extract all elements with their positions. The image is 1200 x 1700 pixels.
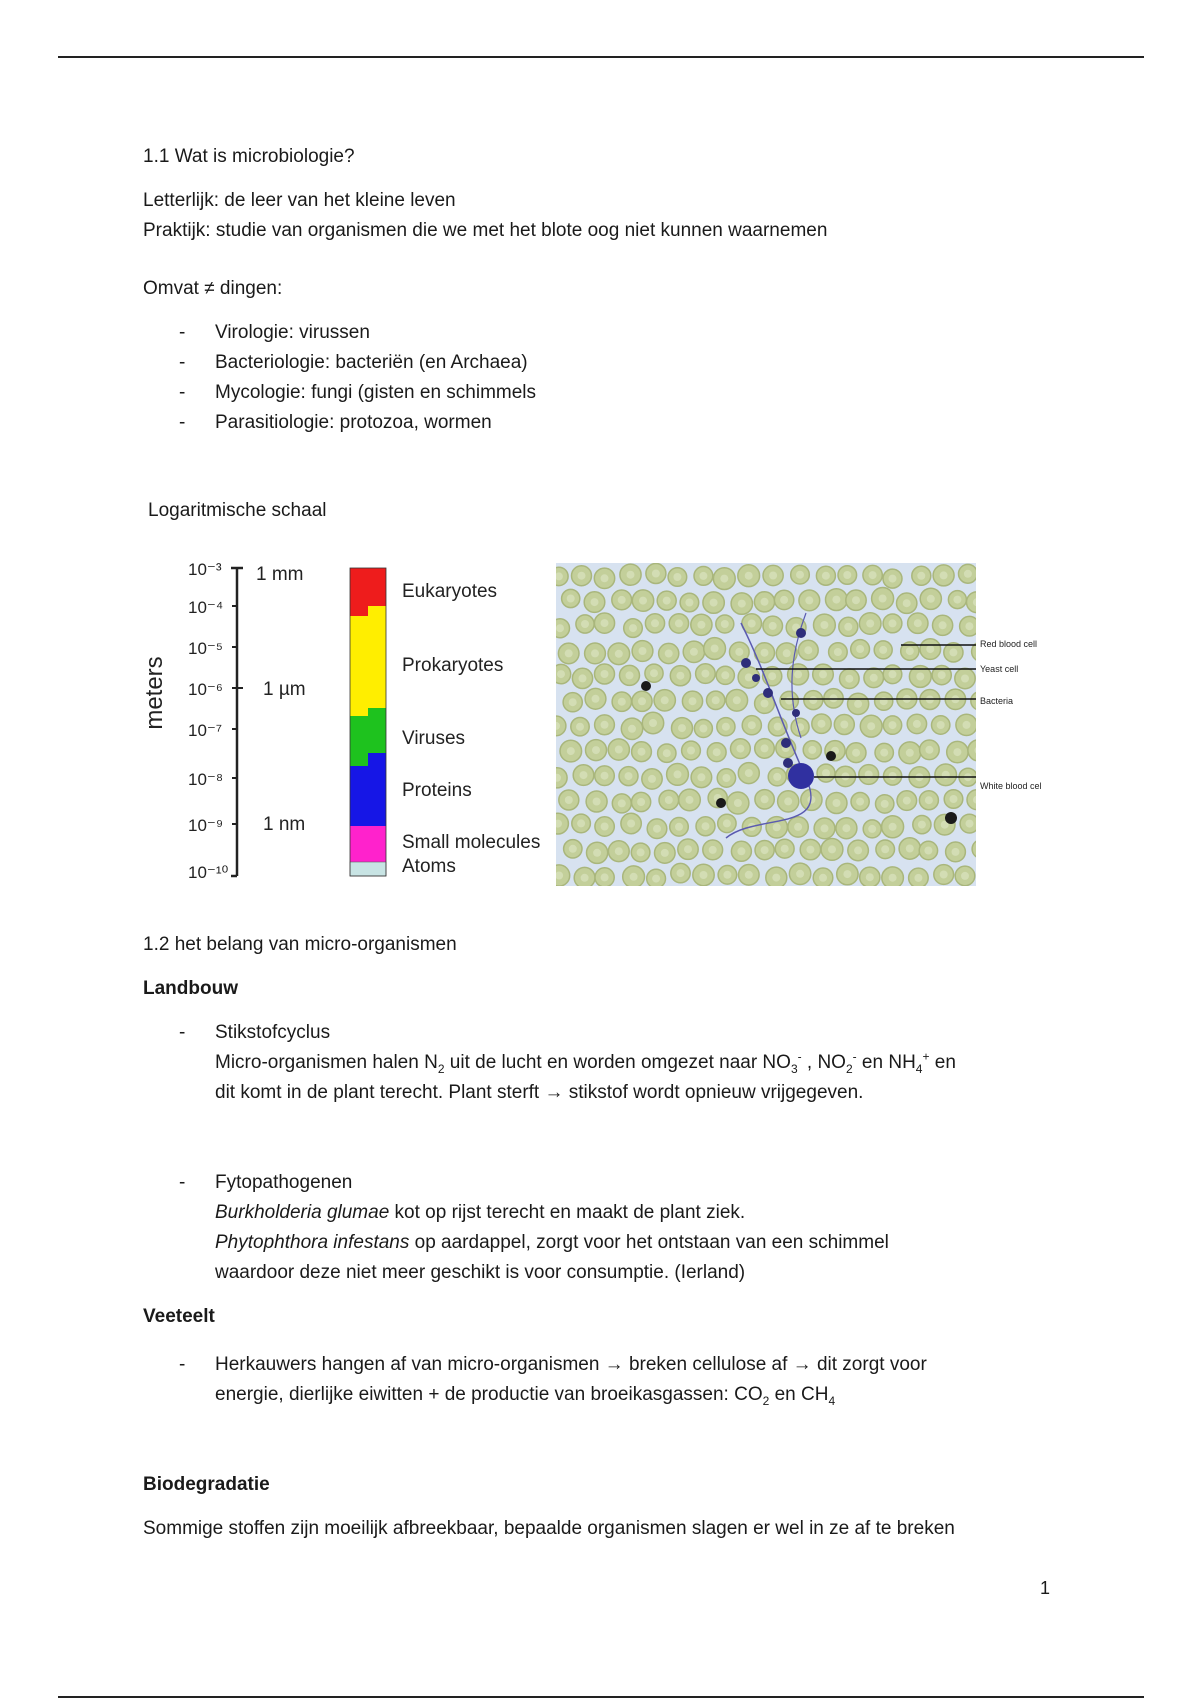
- red-blood-cell-center: [628, 725, 636, 733]
- red-blood-cell-center: [796, 571, 804, 579]
- red-blood-cell-center: [626, 671, 634, 679]
- red-blood-cell-center: [627, 571, 635, 579]
- red-blood-cell-center: [843, 870, 851, 878]
- red-blood-cell-center: [773, 823, 781, 831]
- red-blood-cell-center: [721, 671, 729, 679]
- red-blood-cell-center: [761, 846, 769, 854]
- scope-list: [143, 318, 1063, 438]
- red-blood-cell-center: [952, 848, 960, 856]
- fytopathogenen-title: Fytopathogenen: [215, 1172, 353, 1193]
- red-blood-cell-center: [581, 874, 589, 882]
- red-blood-cell-center: [661, 696, 669, 704]
- red-blood-cell-center: [652, 875, 660, 883]
- red-blood-cell-center: [879, 595, 887, 603]
- red-blood-cell-center: [939, 621, 947, 629]
- red-blood-cell-center: [761, 700, 769, 708]
- red-blood-cell-center: [819, 874, 827, 882]
- red-blood-cell-center: [663, 597, 671, 605]
- red-blood-cell-center: [961, 675, 969, 683]
- red-blood-cell-center: [843, 571, 851, 579]
- label-white-blood-cell: White blood cel: [980, 781, 1042, 791]
- red-blood-cell-center: [651, 619, 659, 627]
- red-blood-cell-center: [794, 670, 802, 678]
- red-blood-cell-center: [638, 748, 646, 756]
- tick-label: 10⁻⁴: [188, 598, 224, 617]
- tick-label: 10⁻⁷: [188, 721, 223, 740]
- red-blood-cell-center: [917, 572, 925, 580]
- list-item: - Mycologie: fungi (gisten en schimmels: [179, 382, 537, 403]
- category-label-viruses: Viruses: [402, 728, 466, 749]
- red-blood-cell-center: [697, 773, 705, 781]
- definition-literal: Letterlijk: de leer van het kleine leven: [143, 190, 456, 211]
- red-blood-cell-center: [713, 748, 721, 756]
- red-blood-cell-center: [961, 872, 969, 880]
- red-blood-cell-center: [699, 572, 707, 580]
- heading-landbouw: Landbouw: [143, 978, 238, 999]
- scope-intro: Omvat ≠ dingen:: [143, 278, 283, 299]
- red-blood-cell-center: [745, 673, 753, 681]
- page-number: 1: [1040, 1578, 1051, 1598]
- red-blood-cell-center: [615, 847, 623, 855]
- red-blood-cell-center: [567, 595, 575, 603]
- heading-biodegradatie: Biodegradatie: [143, 1474, 270, 1495]
- red-blood-cell-center: [832, 596, 840, 604]
- red-blood-cell-center: [833, 799, 841, 807]
- red-blood-cell-center: [844, 623, 852, 631]
- red-blood-cell-center: [661, 849, 669, 857]
- red-blood-cell-center: [780, 596, 788, 604]
- red-blood-cell-center: [889, 619, 897, 627]
- red-blood-cell-center: [565, 796, 573, 804]
- axis-label-meters: meters: [141, 656, 168, 730]
- red-blood-cell-center: [963, 721, 971, 729]
- red-blood-cell-center: [615, 746, 623, 754]
- red-blood-cell-center: [889, 721, 897, 729]
- red-blood-cell-center: [761, 598, 769, 606]
- red-blood-cell-center: [822, 572, 830, 580]
- red-blood-cell-center: [601, 823, 609, 831]
- red-blood-cell-center: [768, 672, 776, 680]
- red-blood-cell-center: [866, 873, 874, 881]
- red-blood-cell-center: [953, 596, 961, 604]
- red-blood-cell-center: [949, 648, 957, 656]
- definition-practice: Praktijk: studie van organismen die we met het blote oog niet kunnen waarnemen: [143, 220, 828, 241]
- red-blood-cell-center: [769, 622, 777, 630]
- red-blood-cell-center: [630, 873, 638, 881]
- red-blood-cell-center: [809, 696, 817, 704]
- micrograph-labels: [976, 563, 1066, 886]
- red-blood-cell-center: [733, 696, 741, 704]
- stikstof-text-line2: dit komt in de plant terecht. Plant sterft → stikstof wordt opnieuw vrijgegeven.: [215, 1082, 864, 1103]
- page-content: [143, 142, 1063, 438]
- red-blood-cell-center: [774, 723, 782, 731]
- red-blood-cell-center: [652, 570, 660, 578]
- red-blood-cell-center: [627, 820, 635, 828]
- red-blood-cell-center: [593, 849, 601, 857]
- red-blood-cell-center: [903, 797, 911, 805]
- category-label-atoms: Atoms: [402, 856, 456, 877]
- red-blood-cell-center: [840, 721, 848, 729]
- red-blood-cell-center: [906, 647, 914, 655]
- red-blood-cell-center: [914, 874, 922, 882]
- red-blood-cell-center: [557, 670, 565, 678]
- red-blood-cell-center: [748, 620, 756, 628]
- red-blood-cell-center: [675, 823, 683, 831]
- red-blood-cell-center: [578, 572, 586, 580]
- red-blood-cell-center: [867, 722, 875, 730]
- red-blood-cell-center: [818, 720, 826, 728]
- list-item: - Bacteriologie: bacteriën (en Archaea): [179, 352, 528, 373]
- red-blood-cell-center: [938, 671, 946, 679]
- red-blood-cell-center: [854, 700, 862, 708]
- red-blood-cell-center: [889, 670, 897, 678]
- label-red-blood-cell: Red blood cell: [980, 639, 1038, 649]
- red-blood-cell-center: [601, 721, 609, 729]
- red-blood-cell-center: [734, 799, 742, 807]
- red-blood-cell-center: [783, 649, 791, 657]
- red-blood-cell-center: [615, 650, 623, 658]
- red-blood-cell-center: [761, 744, 769, 752]
- red-blood-cell-center: [965, 622, 973, 630]
- biodegradatie-text: Sommige stoffen zijn moeilijk afbreekbaar, bepaalde organismen slagen er wel in ze af te breken: [143, 1518, 955, 1539]
- band-prokaryotes: [350, 640, 386, 716]
- heading-veeteelt: Veeteelt: [143, 1306, 215, 1327]
- list-item: - Fytopathogenen Burkholderia glumae kot op rijst terecht en maakt de plant ziek. Phytophthora infestans op aardappel, zorgt voor het ontstaan van een schimmel waardoor deze niet meer geschikt is voor consumptie. (Ierland): [143, 1168, 1063, 1288]
- red-blood-cell-center: [845, 675, 853, 683]
- red-blood-cell-center: [565, 649, 573, 657]
- red-blood-cell-center: [618, 698, 626, 706]
- label-yeast-cell: Yeast cell: [980, 664, 1019, 674]
- red-blood-cell-center: [579, 674, 587, 682]
- red-blood-cell-center: [822, 769, 830, 777]
- section-title-1-2: 1.2 het belang van micro-organismen: [143, 934, 457, 955]
- red-blood-cell-center: [601, 574, 609, 582]
- red-blood-cell-center: [618, 596, 626, 604]
- red-blood-cell-center: [819, 670, 827, 678]
- red-blood-cell-center: [889, 575, 897, 583]
- tick-label: 10⁻⁹: [188, 816, 224, 835]
- red-blood-cell-center: [913, 720, 921, 728]
- red-blood-cell-center: [881, 800, 889, 808]
- tick-label: 10⁻³: [188, 560, 222, 579]
- red-blood-cell-center: [649, 719, 657, 727]
- label-bacteria: Bacteria: [980, 696, 1014, 706]
- stikstof-title: Stikstofcyclus: [215, 1022, 331, 1043]
- red-blood-cell-center: [879, 646, 887, 654]
- red-blood-cell-center: [953, 748, 961, 756]
- unit-mark-um: 1 µm: [263, 679, 306, 700]
- red-blood-cell-center: [663, 749, 671, 757]
- red-blood-cell-center: [794, 823, 802, 831]
- red-blood-cell-center: [711, 645, 719, 653]
- footer-rule: [58, 1696, 1144, 1698]
- stikstof-text-line1: Micro-organismen halen $N_2$ uit de lucht en worden omgezet naar $NO_3^-$ , $NO_2^-$ en $NH_4^+$ en: [215, 1049, 956, 1076]
- red-blood-cell-center: [745, 871, 753, 879]
- red-blood-cell-center: [880, 749, 888, 757]
- log-scale-figure: [140, 548, 560, 893]
- red-blood-cell-center: [736, 745, 744, 753]
- red-blood-cell-center: [697, 621, 705, 629]
- red-blood-cell-center: [723, 871, 731, 879]
- red-blood-cell-center: [927, 595, 935, 603]
- red-blood-cell-center: [869, 571, 877, 579]
- red-blood-cell-center: [769, 572, 777, 580]
- red-blood-cell-center: [761, 795, 769, 803]
- fytopathogenen-line3: waardoor deze niet meer geschikt is voor consumptie. (Ierland): [215, 1262, 746, 1283]
- unit-mark-mm: 1 mm: [256, 564, 304, 585]
- red-blood-cell-center: [702, 822, 710, 830]
- red-blood-cell-center: [710, 599, 718, 607]
- red-blood-cell-center: [676, 672, 684, 680]
- red-blood-cell-center: [720, 575, 728, 583]
- figure-title: Logaritmische schaal: [148, 500, 327, 521]
- red-blood-cell-center: [576, 723, 584, 731]
- red-blood-cell-center: [870, 674, 878, 682]
- category-label-prokaryotes: Prokaryotes: [402, 655, 504, 676]
- tick-label: 10⁻⁸: [188, 770, 224, 789]
- red-blood-cell-center: [914, 619, 922, 627]
- section-title-1-1: 1.1 Wat is microbiologie?: [143, 146, 355, 167]
- veeteelt-line1: Herkauwers hangen af van micro-organismen → breken cellulose af → dit zorgt voor: [215, 1354, 927, 1375]
- red-blood-cell-center: [637, 798, 645, 806]
- red-blood-cell-center: [637, 848, 645, 856]
- red-blood-cell-center: [924, 847, 932, 855]
- red-blood-cell-center: [852, 596, 860, 604]
- red-blood-cell-center: [889, 874, 897, 882]
- red-blood-cell-center: [618, 799, 626, 807]
- red-blood-cell-center: [685, 599, 693, 607]
- red-blood-cell-center: [601, 873, 609, 881]
- blood-smear-micrograph: [556, 563, 976, 886]
- unit-mark-nm: 1 nm: [263, 814, 306, 835]
- red-blood-cell-center: [665, 650, 673, 658]
- red-blood-cell-center: [689, 697, 697, 705]
- red-blood-cell-center: [735, 648, 743, 656]
- red-blood-cell-center: [925, 746, 933, 754]
- landbouw-list: [143, 1018, 1063, 1288]
- red-blood-cell-center: [700, 871, 708, 879]
- red-blood-cell-center: [650, 669, 658, 677]
- red-blood-cell-center: [937, 721, 945, 729]
- category-label-eukaryotes: Eukaryotes: [402, 581, 498, 602]
- red-blood-cell-center: [745, 769, 753, 777]
- red-blood-cell-center: [842, 824, 850, 832]
- red-blood-cell-center: [722, 774, 730, 782]
- red-blood-cell-center: [918, 821, 926, 829]
- tick-label: 10⁻⁶: [188, 680, 223, 699]
- red-blood-cell-center: [820, 621, 828, 629]
- red-blood-cell-center: [854, 846, 862, 854]
- fytopathogenen-line1: Burkholderia glumae kot op rijst terecht en maakt de plant ziek.: [215, 1202, 746, 1223]
- red-blood-cell-center: [577, 819, 585, 827]
- red-blood-cell-center: [940, 571, 948, 579]
- red-blood-cell-center: [808, 746, 816, 754]
- red-blood-cell-center: [601, 772, 609, 780]
- red-blood-cell-center: [852, 749, 860, 757]
- red-blood-cell-center: [784, 797, 792, 805]
- red-blood-cell-center: [580, 771, 588, 779]
- red-blood-cell-center: [761, 649, 769, 657]
- red-blood-cell-center: [678, 724, 686, 732]
- red-blood-cell-center: [796, 870, 804, 878]
- red-blood-cell-center: [639, 597, 647, 605]
- red-blood-cell-center: [591, 649, 599, 657]
- red-blood-cell-center: [856, 645, 864, 653]
- red-blood-cell-center: [593, 798, 601, 806]
- red-blood-cell-center: [591, 598, 599, 606]
- red-blood-cell-center: [903, 599, 911, 607]
- red-blood-cell-center: [804, 646, 812, 654]
- red-blood-cell-center: [926, 645, 934, 653]
- red-blood-cell-center: [916, 673, 924, 681]
- band-atoms: [350, 862, 386, 876]
- red-blood-cell-center: [723, 819, 731, 827]
- red-blood-cell-center: [639, 647, 647, 655]
- fytopathogenen-line2: Phytophthora infestans op aardappel, zorgt voor het ontstaan van een schimmel: [215, 1232, 889, 1253]
- tick-label: 10⁻⁵: [188, 639, 223, 658]
- red-blood-cell-center: [773, 773, 781, 781]
- red-blood-cell-center: [906, 845, 914, 853]
- red-blood-cell-center: [737, 847, 745, 855]
- red-blood-cell-center: [687, 747, 695, 755]
- list-item: - Stikstofcyclus Micro-organismen halen $N_2$ uit de lucht en worden omgezet naar $NO_3^-$ , $NO_2^-$ en $NH_4^+$ en dit komt in de plant terecht. Plant sterft → stikstof wordt opnieuw vrijgegeven.: [143, 1018, 1063, 1108]
- list-item: - Virologie: virussen: [179, 322, 370, 343]
- red-blood-cell-center: [674, 770, 682, 778]
- red-blood-cell-center: [745, 572, 753, 580]
- red-blood-cell-center: [834, 648, 842, 656]
- red-blood-cell-center: [889, 772, 897, 780]
- red-blood-cell-center: [648, 775, 656, 783]
- red-blood-cell-center: [675, 619, 683, 627]
- red-blood-cell-center: [806, 846, 814, 854]
- red-blood-cell-center: [592, 746, 600, 754]
- red-blood-cell-center: [673, 573, 681, 581]
- red-blood-cell-center: [950, 795, 958, 803]
- red-blood-cell-center: [866, 620, 874, 628]
- tick-label: 10⁻¹⁰: [188, 863, 229, 882]
- red-blood-cell-center: [964, 570, 972, 578]
- red-blood-cell-center: [781, 845, 789, 853]
- red-blood-cell-center: [906, 749, 914, 757]
- red-blood-cell-center: [686, 796, 694, 804]
- red-blood-cell-center: [567, 747, 575, 755]
- red-blood-cell-center: [966, 820, 974, 828]
- red-blood-cell-center: [677, 869, 685, 877]
- red-blood-cell-center: [721, 620, 729, 628]
- header-rule: [58, 56, 1144, 58]
- list-item: - Herkauwers hangen af van micro-organismen → breken cellulose af → dit zorgt voor energie, dierlijke eiwitten + de productie van broeikasgassen: $CO_2$ en $CH_4$: [143, 1350, 1063, 1410]
- category-label-small-molecules: Small molecules: [402, 832, 541, 853]
- red-blood-cell-center: [665, 796, 673, 804]
- red-blood-cell-center: [699, 725, 707, 733]
- red-blood-cell-center: [601, 619, 609, 627]
- list-item: - Parasitiologie: protozoa, wormen: [179, 412, 492, 433]
- red-blood-cell-center: [581, 620, 589, 628]
- red-blood-cell-center: [881, 845, 889, 853]
- red-blood-cell-center: [592, 695, 600, 703]
- red-blood-cell-center: [629, 624, 637, 632]
- red-blood-cell-center: [940, 871, 948, 879]
- red-blood-cell-center: [638, 697, 646, 705]
- red-blood-cell-center: [868, 825, 876, 833]
- red-blood-cell-center: [925, 796, 933, 804]
- red-blood-cell-center: [772, 874, 780, 882]
- red-blood-cell-center: [712, 696, 720, 704]
- red-blood-cell-center: [709, 846, 717, 854]
- red-blood-cell-center: [828, 845, 836, 853]
- red-blood-cell-center: [601, 670, 609, 678]
- red-blood-cell-center: [684, 845, 692, 853]
- red-blood-cell-center: [856, 798, 864, 806]
- red-blood-cell-center: [569, 845, 577, 853]
- red-blood-cell-center: [722, 723, 730, 731]
- red-blood-cell-center: [701, 670, 709, 678]
- veeteelt-list: [143, 1350, 1063, 1410]
- red-blood-cell-center: [805, 596, 813, 604]
- section-1-2: [143, 930, 1063, 1544]
- red-blood-cell-center: [653, 825, 661, 833]
- veeteelt-line2: energie, dierlijke eiwitten + de productie van broeikasgassen: $CO_2$ en $CH_4$: [215, 1384, 836, 1408]
- red-blood-cell-center: [690, 648, 698, 656]
- red-blood-cell-center: [625, 772, 633, 780]
- red-blood-cell-center: [748, 721, 756, 729]
- red-blood-cell-center: [821, 824, 829, 832]
- category-label-proteins: Proteins: [402, 780, 472, 801]
- red-blood-cell-center: [569, 698, 577, 706]
- red-blood-cell-center: [556, 624, 564, 632]
- band-small-molecules: [350, 826, 386, 862]
- red-blood-cell-center: [738, 600, 746, 608]
- red-blood-cell-center: [889, 823, 897, 831]
